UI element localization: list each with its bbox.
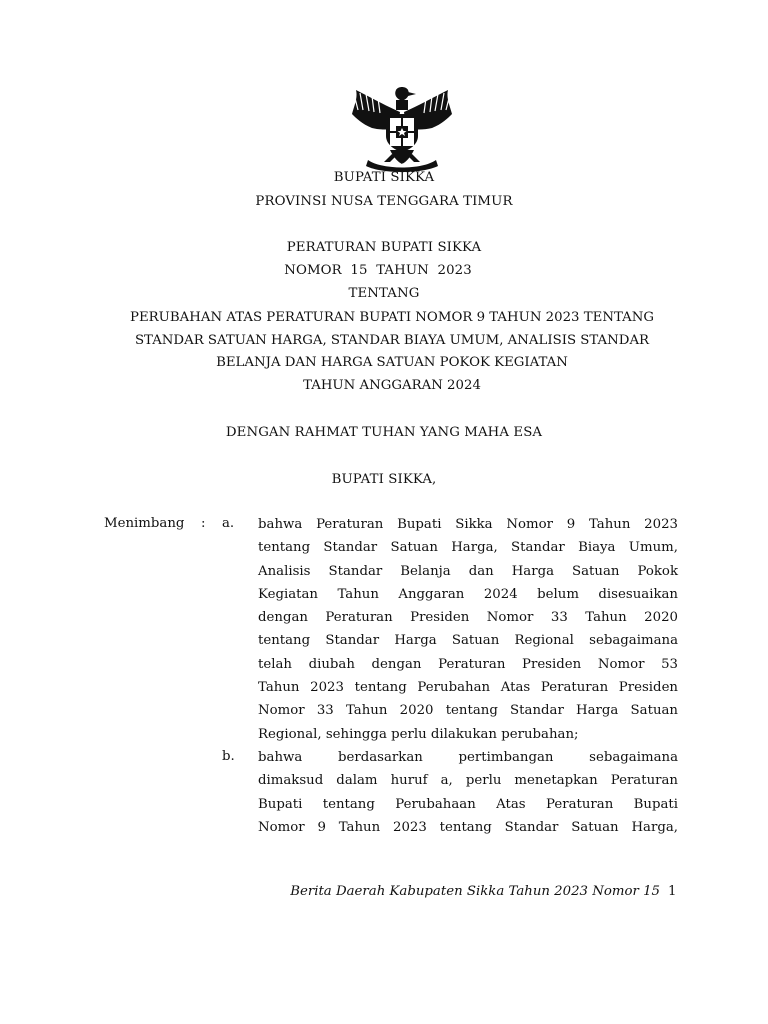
regulation-title-line: PERUBAHAN ATAS PERATURAN BUPATI NOMOR 9 TAHUN 2023 TENTANG — [130, 310, 654, 325]
regulation-about: TENTANG — [348, 286, 420, 301]
paragraph-line: dengan Peraturan Presiden Nomor 33 Tahun 2020 — [258, 610, 678, 626]
paragraph-line: tentang Standar Satuan Harga, Standar Biaya Umum, — [258, 540, 678, 556]
footer-publication: Berita Daerah Kabupaten Sikka Tahun 2023 Nomor 15 — [290, 884, 660, 899]
paragraph-line: Bupati tentang Perubahaan Atas Peraturan Bupati — [258, 796, 678, 812]
paragraph-line: tentang Standar Harga Satuan Regional sebagaimana — [258, 633, 678, 649]
regulation-number: NOMOR 15 TAHUN 2023 — [284, 263, 472, 278]
paragraph-line: Kegiatan Tahun Anggaran 2024 belum disesuaikan — [258, 586, 678, 602]
paragraph-line: Tahun 2023 tentang Perubahan Atas Peraturan Presiden — [258, 680, 678, 696]
paragraph-line: Regional, sehingga perlu dilakukan perubahan; — [258, 726, 579, 742]
regulation-title — [92, 307, 692, 397]
considering-item-b — [258, 746, 678, 839]
considering-label: Menimbang — [104, 516, 185, 531]
header-official: BUPATI SIKKA — [333, 170, 435, 185]
regulation-title-line: STANDAR SATUAN HARGA, STANDAR BIAYA UMUM, ANALISIS STANDAR — [134, 332, 650, 348]
paragraph-line: telah diubah dengan Peraturan Presiden Nomor 53 — [258, 656, 678, 672]
header-province: PROVINSI NUSA TENGGARA TIMUR — [255, 194, 513, 209]
regulation-title-line: BELANJA DAN HARGA SATUAN POKOK KEGIATAN — [216, 355, 568, 370]
paragraph-line: dimaksud dalam huruf a, perlu menetapkan Peraturan — [258, 773, 678, 789]
page-number: 1 — [668, 884, 677, 899]
paragraph-line: bahwa Peraturan Bupati Sikka Nomor 9 Tahun 2023 — [258, 517, 678, 532]
paragraph-line: Nomor 33 Tahun 2020 tentang Standar Harga Satuan — [258, 703, 678, 719]
considering-colon: : — [201, 516, 206, 531]
paragraph-line: bahwa berdasarkan pertimbangan sebagaimana — [258, 750, 678, 765]
preamble-blessing: DENGAN RAHMAT TUHAN YANG MAHA ESA — [225, 425, 543, 440]
regulation-type: PERATURAN BUPATI SIKKA — [286, 240, 482, 255]
item-letter-b: b. — [222, 749, 235, 764]
paragraph-line: Nomor 9 Tahun 2023 tentang Standar Satuan Harga, — [258, 819, 678, 835]
preamble-official: BUPATI SIKKA, — [331, 472, 437, 487]
regulation-title-line: TAHUN ANGGARAN 2024 — [303, 377, 481, 393]
considering-item-a — [258, 513, 678, 746]
paragraph-line: Analisis Standar Belanja dan Harga Satuan Pokok — [258, 563, 678, 579]
item-letter-a: a. — [222, 516, 235, 531]
garuda-pancasila-emblem-icon — [342, 84, 462, 172]
